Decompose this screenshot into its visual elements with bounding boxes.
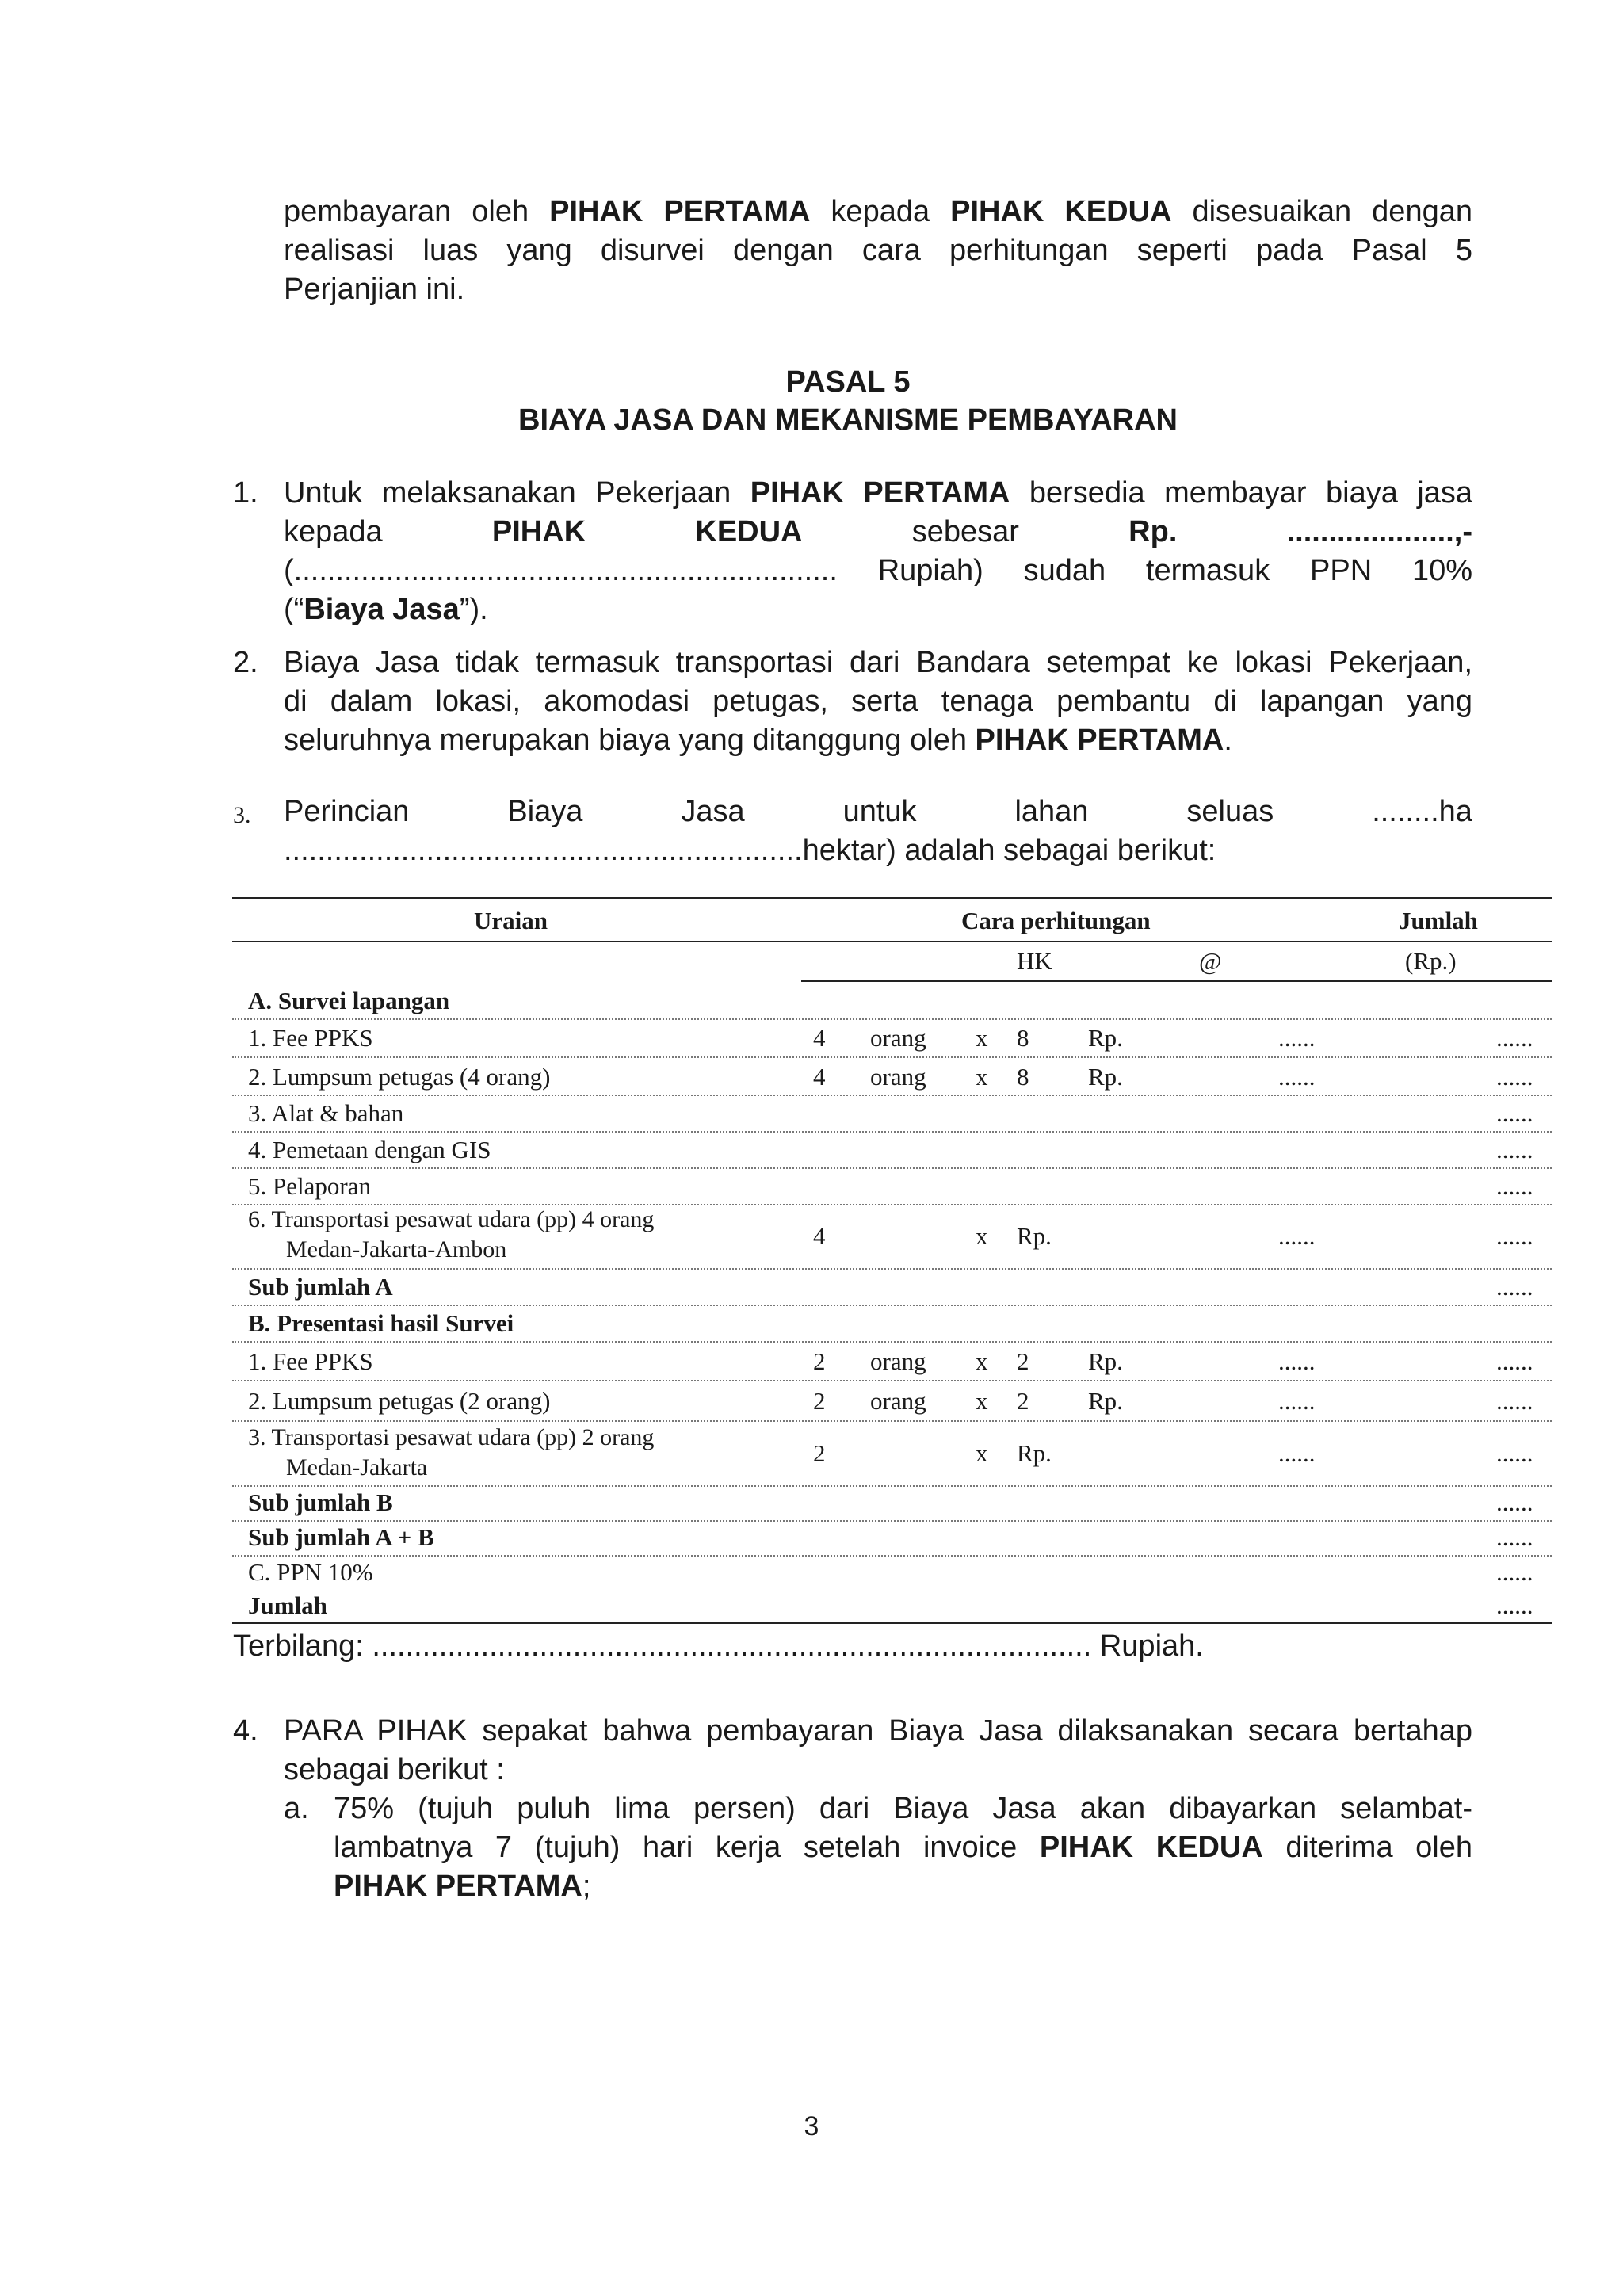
row-a5-amount: ......: [1496, 1172, 1533, 1200]
row-a1-count: 4: [813, 1024, 826, 1052]
row-b3-label-2: Medan-Jakarta: [286, 1454, 428, 1480]
item-3-line-2: ..............................................................hektar) adalah sebagai berikut:: [284, 834, 1216, 867]
item-1-line-3: [284, 552, 1472, 590]
word: KEDUA: [695, 515, 803, 548]
row-b1-rate: ......: [1278, 1347, 1316, 1375]
row-b1-count: 2: [813, 1347, 826, 1375]
row-a1-rp: Rp.: [1088, 1024, 1123, 1052]
row-b2-amount: ......: [1496, 1387, 1533, 1415]
item-1-text: [284, 474, 1472, 629]
subtotal-b-amount: ......: [1496, 1488, 1533, 1516]
item-4-text: [284, 1712, 1472, 1790]
subtotal-a-label: Sub jumlah A: [248, 1273, 393, 1301]
row-a6-amount: ......: [1496, 1222, 1533, 1250]
item-4a-line-1: 75% (tujuh puluh lima persen) dari Biaya Jasa akan dibayarkan selambat-: [334, 1792, 1472, 1825]
word: Rupiah): [877, 554, 983, 587]
intro-paragraph: [284, 193, 1472, 309]
terbilang-placeholder: ......................................................................................: [372, 1629, 1092, 1663]
row-a3-label: 3. Alat & bahan: [248, 1099, 404, 1127]
amount-words-placeholder: (.................................................................: [284, 554, 838, 587]
section-a-label: A. Survei lapangan: [248, 987, 450, 1014]
header-rp: (Rp.): [1405, 947, 1457, 975]
item-2-text: [284, 644, 1472, 760]
item-1-line-1: Untuk melaksanakan Pekerjaan PIHAK PERTAMA bersedia membayar biaya jasa: [284, 476, 1472, 510]
subheader-rule: [801, 980, 1552, 982]
subtotal-ab-label: Sub jumlah A + B: [248, 1523, 434, 1551]
row-b2-rp: Rp.: [1088, 1387, 1123, 1415]
row-a1-amount: ......: [1496, 1024, 1533, 1052]
row-divider: [232, 1095, 1552, 1096]
ppn-amount: ......: [1496, 1558, 1533, 1586]
header-hk: HK: [1017, 947, 1052, 975]
item-4-line-1: PARA PIHAK sepakat bahwa pembayaran Biaya Jasa dilaksanakan secara bertahap: [284, 1714, 1472, 1748]
row-divider: [232, 1268, 1552, 1270]
word: seluas: [1186, 795, 1274, 828]
item-4a-line-3: PIHAK PERTAMA;: [334, 1870, 591, 1903]
row-b3-times: x: [976, 1439, 988, 1467]
item-1-line-2: [284, 513, 1472, 552]
row-b3-count: 2: [813, 1439, 826, 1467]
header-at: @: [1199, 947, 1222, 975]
subtotal-ab-amount: ......: [1496, 1523, 1533, 1551]
word: sebesar: [911, 515, 1019, 548]
row-b1-hk: 2: [1017, 1347, 1029, 1375]
word: Biaya: [507, 795, 583, 828]
item-2-line-3: seluruhnya merupakan biaya yang ditanggung oleh PIHAK PERTAMA.: [284, 724, 1232, 757]
row-b1-label: 1. Fee PPKS: [248, 1347, 373, 1375]
row-b2-times: x: [976, 1387, 988, 1415]
item-4a-letter: a.: [284, 1792, 309, 1825]
word: lahan: [1014, 795, 1089, 828]
header-jumlah: Jumlah: [1399, 907, 1478, 934]
row-a6-times: x: [976, 1222, 988, 1250]
row-a2-rp: Rp.: [1088, 1063, 1123, 1091]
row-a1-unit: orang: [870, 1024, 926, 1052]
row-b1-times: x: [976, 1347, 988, 1375]
word: PPN: [1310, 554, 1373, 587]
page-number: 3: [804, 2111, 819, 2141]
row-b2-count: 2: [813, 1387, 826, 1415]
row-b1-unit: orang: [870, 1347, 926, 1375]
amount-placeholder: ....................,-: [1286, 515, 1472, 548]
item-4a-text: [334, 1790, 1472, 1906]
section-subtitle: BIAYA JASA DAN MEKANISME PEMBAYARAN: [518, 403, 1178, 437]
section-b-label: B. Presentasi hasil Survei: [248, 1309, 514, 1337]
subtotal-b-label: Sub jumlah B: [248, 1488, 393, 1516]
row-a2-hk: 8: [1017, 1063, 1029, 1091]
row-a2-amount: ......: [1496, 1063, 1533, 1091]
item-4-line-2: sebagai berikut :: [284, 1753, 505, 1786]
word: termasuk: [1145, 554, 1270, 587]
row-b1-amount: ......: [1496, 1347, 1533, 1375]
row-divider: [232, 1555, 1552, 1557]
row-a6-label-2: Medan-Jakarta-Ambon: [286, 1236, 507, 1263]
intro-line-1: pembayaran oleh PIHAK PERTAMA kepada PIHAK KEDUA disesuaikan dengan: [284, 195, 1472, 228]
area-placeholder: ........ha: [1372, 795, 1472, 828]
row-divider: [232, 1420, 1552, 1422]
row-divider: [232, 1056, 1552, 1058]
table-top-rule: [232, 897, 1552, 899]
row-a1-rate: ......: [1278, 1024, 1316, 1052]
header-uraian: Uraian: [474, 907, 548, 934]
item-2-number: 2.: [233, 646, 258, 679]
row-b3-rate: ......: [1278, 1439, 1316, 1467]
terbilang-label: Terbilang:: [233, 1629, 372, 1663]
row-a1-hk: 8: [1017, 1024, 1029, 1052]
row-divider: [232, 1305, 1552, 1306]
row-b2-label: 2. Lumpsum petugas (2 orang): [248, 1387, 551, 1415]
subtotal-a-amount: ......: [1496, 1273, 1533, 1301]
row-divider: [232, 1520, 1552, 1522]
row-a2-rate: ......: [1278, 1063, 1316, 1091]
item-3-text: [284, 793, 1472, 870]
row-divider: [232, 1341, 1552, 1343]
word: sudah: [1023, 554, 1106, 587]
row-a3-amount: ......: [1496, 1099, 1533, 1127]
word: kepada: [284, 515, 383, 548]
row-divider: [232, 1131, 1552, 1133]
word: Perincian: [284, 795, 410, 828]
row-b1-rp: Rp.: [1088, 1347, 1123, 1375]
intro-line-2: realisasi luas yang disurvei dengan cara perhitungan seperti pada Pasal 5: [284, 234, 1472, 267]
row-b2-unit: orang: [870, 1387, 926, 1415]
word: untuk: [842, 795, 917, 828]
item-1-line-4: (“Biaya Jasa”).: [284, 593, 488, 626]
row-a6-rp: Rp.: [1017, 1222, 1052, 1250]
row-a4-label: 4. Pemetaan dengan GIS: [248, 1136, 491, 1163]
item-4a-line-2: lambatnya 7 (tujuh) hari kerja setelah invoice PIHAK KEDUA diterima oleh: [334, 1831, 1473, 1864]
row-a6-count: 4: [813, 1222, 826, 1250]
row-b3-rp: Rp.: [1017, 1439, 1052, 1467]
word: Jasa: [681, 795, 745, 828]
row-a2-unit: orang: [870, 1063, 926, 1091]
row-b3-amount: ......: [1496, 1439, 1533, 1467]
item-3-line-1: [284, 793, 1472, 831]
row-a1-times: x: [976, 1024, 988, 1052]
row-a2-label: 2. Lumpsum petugas (4 orang): [248, 1063, 551, 1091]
row-a2-times: x: [976, 1063, 988, 1091]
row-a2-count: 4: [813, 1063, 826, 1091]
table-bottom-rule: [232, 1622, 1552, 1624]
row-b2-hk: 2: [1017, 1387, 1029, 1415]
header-rule: [232, 941, 1552, 942]
ppn-label: C. PPN 10%: [248, 1558, 373, 1586]
total-amount: ......: [1496, 1591, 1533, 1619]
row-b2-rate: ......: [1278, 1387, 1316, 1415]
header-cara-perhitungan: Cara perhitungan: [961, 907, 1151, 934]
row-divider: [232, 1018, 1552, 1020]
row-a4-amount: ......: [1496, 1136, 1533, 1163]
item-3-number: 3.: [233, 802, 251, 828]
terbilang-suffix: Rupiah.: [1091, 1629, 1204, 1663]
section-title: PASAL 5: [785, 365, 911, 399]
item-4-number: 4.: [233, 1714, 258, 1748]
row-b3-label-1: 3. Transportasi pesawat udara (pp) 2 orang: [248, 1424, 655, 1450]
word: 10%: [1411, 554, 1472, 587]
item-2-line-2: di dalam lokasi, akomodasi petugas, serta tenaga pembantu di lapangan yang: [284, 685, 1472, 718]
row-a5-label: 5. Pelaporan: [248, 1172, 371, 1200]
word: PIHAK: [491, 515, 586, 548]
row-a6-rate: ......: [1278, 1222, 1316, 1250]
word: Rp.: [1128, 515, 1178, 548]
row-divider: [232, 1380, 1552, 1381]
row-divider: [232, 1485, 1552, 1487]
item-1-number: 1.: [233, 476, 258, 510]
row-a6-label-1: 6. Transportasi pesawat udara (pp) 4 orang: [248, 1206, 655, 1232]
item-2-line-1: Biaya Jasa tidak termasuk transportasi dari Bandara setempat ke lokasi Pekerjaan,: [284, 646, 1472, 679]
row-a1-label: 1. Fee PPKS: [248, 1024, 373, 1052]
total-label: Jumlah: [248, 1591, 327, 1619]
terbilang-line: [233, 1627, 1204, 1666]
intro-line-3: Perjanjian ini.: [284, 273, 465, 306]
row-divider: [232, 1167, 1552, 1169]
